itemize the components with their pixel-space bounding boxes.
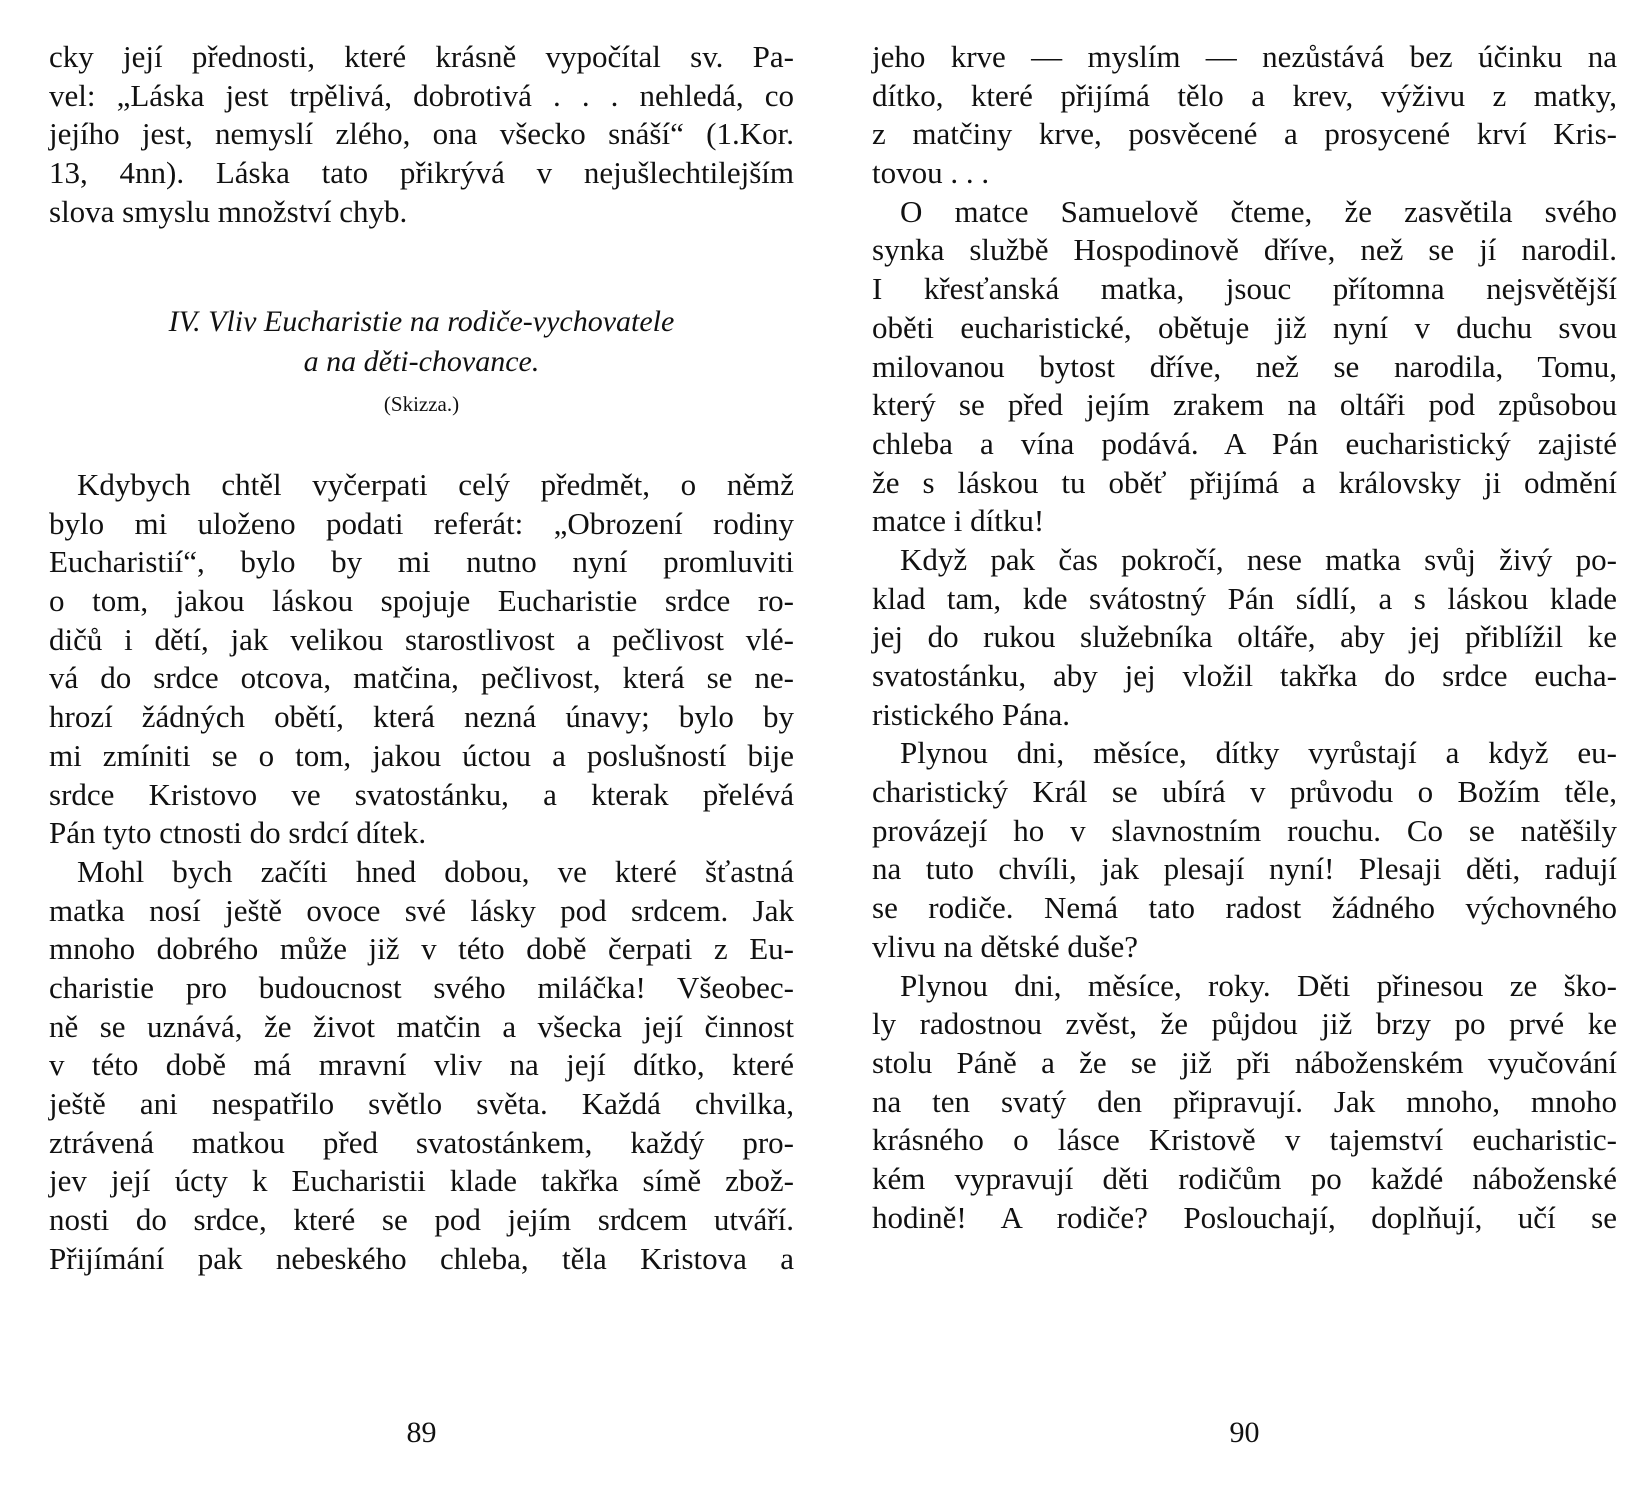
text-line: dítko, které přijímá tělo a krev, výživu z matky, (872, 77, 1617, 113)
text-line: charistický Král se ubírá v průvodu o Božím těle, (872, 774, 1617, 810)
text-line: ně se uznává, že život matčin a všecka její činnost (49, 1008, 794, 1044)
text-line: Přijímání pak nebeského chleba, těla Kristova a (49, 1240, 794, 1276)
text-line: matka nosí ještě ovoce své lásky pod srdcem. Jak (49, 892, 794, 928)
text-line: se rodiče. Nemá tato radost žádného výchovného (872, 890, 1617, 926)
text-line: klad tam, kde svátostný Pán sídlí, a s láskou klade (872, 580, 1617, 616)
text-line: Mohl bych začíti hned dobou, ve které šťastná (77, 853, 794, 889)
text-line: srdce Kristovo ve svatostánku, a kterak přelévá (49, 776, 794, 812)
text-line: Když pak čas pokročí, nese matka svůj živý po- (900, 541, 1617, 577)
text-line: na tuto chvíli, jak plesají nyní! Plesaji děti, radují (872, 851, 1617, 887)
text-line: z matčiny krve, posvěcené a prosycené krví Kris- (872, 116, 1617, 152)
text-line: Plynou dni, měsíce, roky. Děti přinesou ze ško- (900, 967, 1617, 1003)
section-heading (49, 302, 794, 424)
text-line: hrozí žádných obětí, která nezná únavy; bylo by (49, 699, 794, 735)
text-line: dičů i dětí, jak velikou starostlivost a pečlivost vlé- (49, 621, 794, 657)
text-line: stolu Páně a že se již při náboženském vyučování (872, 1044, 1617, 1080)
text-line: milovanou bytost dříve, než se narodila, Tomu, (872, 348, 1617, 384)
text-line: Kdybych chtěl vyčerpati celý předmět, o němž (77, 467, 794, 502)
text-line: ještě ani nespatřilo světlo světa. Každá chvilka, (49, 1086, 794, 1121)
text-line: vá do srdce otcova, matčina, pečlivost, která se ne- (49, 660, 794, 696)
text-line: nosti do srdce, které se pod jejím srdcem utváří. (49, 1202, 794, 1238)
text-line: kém vypravují děti rodičům po každé náboženské (872, 1160, 1617, 1196)
text-line: Eucharistií“, bylo by mi nutno nyní promluviti (49, 544, 794, 580)
text-line: slova smyslu množství chyb. (49, 193, 408, 229)
left-page (49, 0, 794, 1500)
text-line: mnoho dobrého může již v této době čerpati z Eu- (49, 931, 794, 967)
text-line: hodině! A rodiče? Poslouchají, doplňují, učí se (872, 1199, 1617, 1235)
text-line: jej do rukou služebníka oltáře, aby jej přiblížil ke (872, 619, 1617, 655)
text-line: že s láskou tu oběť přijímá a královsky ji odmění (872, 464, 1617, 500)
text-line: synka službě Hospodinově dříve, než se jí narodil. (872, 232, 1617, 268)
text-line: bylo mi uloženo podati referát: „Obrození rodiny (49, 505, 794, 541)
text-line: vlivu na dětské duše? (872, 928, 1139, 964)
right-page-body (872, 38, 1617, 1237)
text-line: na ten svatý den připravují. Jak mnoho, mnoho (872, 1083, 1617, 1119)
page-number: 89 (406, 1416, 437, 1449)
text-line: mi zmíniti se o tom, jakou úctou a poslušností bije (49, 737, 794, 773)
text-line: vel: „Láska jest trpělivá, dobrotivá . . . nehledá, co (49, 77, 794, 113)
text-line: jev její úcty k Eucharistii klade takřka símě zbož- (49, 1163, 794, 1199)
text-line: cky její přednosti, které krásně vypočítal sv. Pa- (49, 39, 794, 74)
text-line: Pán tyto ctnosti do srdcí dítek. (49, 815, 427, 851)
text-line: 13, 4nn). Láska tato přikrývá v nejušlechtilejším (49, 155, 794, 191)
text-line: matce i dítku! (872, 503, 1045, 539)
text-line: ristického Pána. (872, 696, 1071, 732)
left-page-top-paragraph (49, 38, 794, 231)
section-title-line-2: a na děti-chovance. (303, 345, 540, 378)
text-line: oběti eucharistické, obětuje již nyní v duchu svou (872, 309, 1617, 345)
text-line: tovou . . . (872, 155, 990, 191)
text-line: Plynou dni, měsíce, dítky vyrůstají a když eu- (900, 735, 1617, 771)
text-line: I křesťanská matka, jsouc přítomna nejsvětější (872, 271, 1617, 307)
text-line: O matce Samuelově čteme, že zasvětila svého (900, 193, 1617, 229)
text-line: o tom, jakou láskou spojuje Eucharistie srdce ro- (49, 583, 794, 619)
section-subtitle: (Skizza.) (383, 392, 460, 416)
right-page (872, 0, 1617, 1500)
text-line: který se před jejím zrakem na oltáři pod způsobou (872, 387, 1617, 423)
text-line: jejího jest, nemyslí zlého, ona všecko snáší“ (1.Kor. (49, 116, 794, 152)
left-page-body (49, 466, 794, 1278)
text-line: svatostánku, aby jej vložil takřka do srdce eucha- (872, 658, 1617, 693)
text-line: provázejí ho v slavnostním rouchu. Co se natěšily (872, 812, 1617, 848)
text-line: ztrávená matkou před svatostánkem, každý pro- (49, 1124, 794, 1160)
text-line: chleba a vína podává. A Pán eucharistický zajisté (872, 425, 1617, 461)
text-line: krásného o lásce Kristově v tajemství eucharistic- (872, 1122, 1617, 1158)
page-number: 90 (1229, 1416, 1260, 1449)
text-line: ly radostnou zvěst, že půjdou již brzy po prvé ke (872, 1006, 1617, 1042)
text-line: charistie pro budoucnost svého miláčka! Všeobec- (49, 969, 794, 1005)
text-line: jeho krve — myslím — nezůstává bez účinku na (872, 39, 1617, 74)
text-line: v této době má mravní vliv na její dítko, které (49, 1047, 794, 1083)
section-title-line-1: IV. Vliv Eucharistie na rodiče-vychovatele (168, 305, 675, 338)
